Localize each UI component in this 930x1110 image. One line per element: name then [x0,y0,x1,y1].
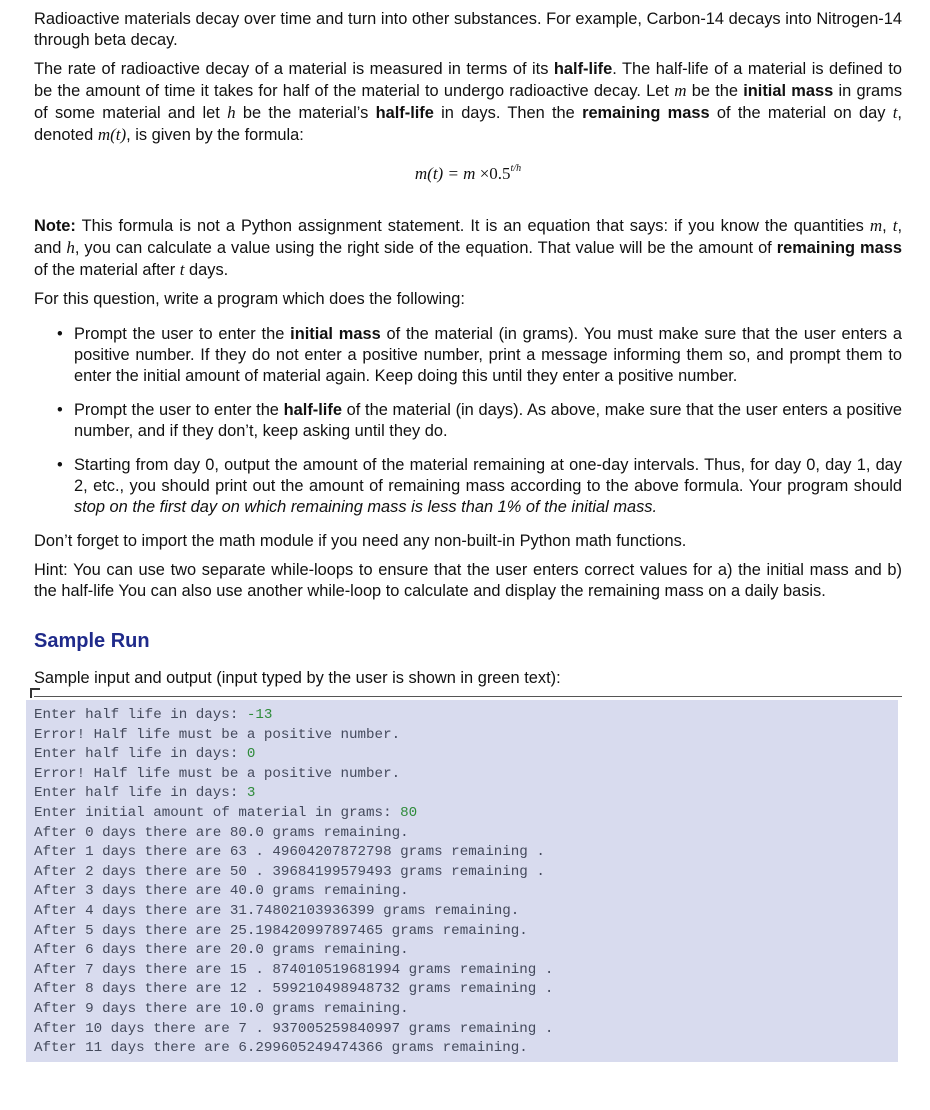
console-text: After 2 days there are 50 . 39684199579493 grams remaining . [34,863,545,880]
bullet-icon: • [57,401,63,419]
console-line [34,843,898,863]
console-line [34,784,898,804]
console-user-input: 80 [400,804,418,821]
console-line [34,824,898,844]
console-user-input: 3 [246,785,256,802]
console-text: After 5 days there are 25.198420997897465 grams remaining. [34,922,528,939]
divider [34,696,902,697]
console-line [34,1039,898,1059]
console-line [34,882,898,902]
list-item: • Prompt the user to enter the initial mass of the material (in grams). You must make sure that the user enters a positive number. If they do not enter a positive number, print a message informing them so, and prompt them to enter the initial amount of material again. Keep doing this until they enter a positive number. [57,325,903,385]
console-text: After 8 days there are 12 . 599210498948732 grams remaining . [34,981,554,998]
console-line [34,922,898,942]
console-text: Error! Half life must be a positive number. [34,765,401,782]
console-line [34,980,898,1000]
bullet-icon: • [57,325,63,343]
console-text: After 6 days there are 20.0 grams remaining. [34,942,409,959]
sample-run-heading: Sample Run [34,630,150,652]
console-user-input: 0 [246,746,256,763]
console-output [26,700,898,1062]
hint-paragraph: Hint: You can use two separate while-loops to ensure that the user enters correct values for a) the initial mass and b) the half-life You can also use another while-loop to calculate and display the remaining mass on a daily basis. [34,561,902,600]
console-line [34,726,898,746]
console-text: After 0 days there are 80.0 grams remaining. [34,824,409,841]
console-text: After 9 days there are 10.0 grams remaining. [34,1000,409,1017]
console-line [34,863,898,883]
console-user-input: -13 [246,707,273,723]
console-text: After 4 days there are 31.74802103936399 grams remaining. [34,902,520,919]
list-item: • Starting from day 0, output the amount of the material remaining at one-day intervals. Thus, for day 0, day 1, day 2, etc., you should print out the amount of remaining mass according to the above formula. Your program should stop on the first day on which remaining mass is less than 1% of the initial mass. [57,456,902,516]
console-line [34,1000,898,1020]
sample-caption: Sample input and output (input typed by the user is shown in green text): [34,669,561,687]
console-text: Enter half life in days: [34,746,247,763]
console-line [34,941,898,961]
task-intro: For this question, write a program which does the following: [34,290,465,308]
requirements-list [34,324,902,518]
list-item: • Prompt the user to enter the half-life of the material (in days). As above, make sure that the user enters a positive number, and if they don’t, keep asking until they do. [57,401,903,440]
console-text: Enter initial amount of material in grams: [34,804,401,821]
intro-paragraph: Radioactive materials decay over time and turn into other substances. For example, Carbon-14 decays into Nitrogen-14 through beta decay. [34,10,902,49]
decay-formula: $m(t) = m \times 0.5^{t/h}$ [414,163,522,183]
console-text: After 1 days there are 63 . 49604207872798 grams remaining . [34,844,545,861]
console-text: Enter half life in days: [34,785,247,802]
console-line [34,804,898,824]
console-line [34,902,898,922]
console-text: Error! Half life must be a positive number. [34,726,401,743]
console-line [34,1020,898,1040]
console-line [34,961,898,981]
console-line [34,765,898,785]
half-life-paragraph: The rate of radioactive decay of a material is measured in terms of its half-life. The half-life of a material is defined to be the amount of time it takes for half of the material to undergo radioactive decay. Let m be the initial mass in grams of some material and let h be the material’s half-life in days. Then the remaining mass of the material on day t, denoted m(t), is given by the formula: [34,60,903,144]
bullet-icon: • [57,456,63,474]
note-paragraph: Note: This formula is not a Python assignment statement. It is an equation that says: if you know the quantities m, t, and h, you can calculate a value using the right side of the equation. That value will be the amount of remaining mass of the material after t days. [34,216,902,279]
console-text: After 7 days there are 15 . 874010519681994 grams remaining . [34,961,554,978]
console-text: After 10 days there are 7 . 937005259840997 grams remaining . [34,1020,554,1037]
console-text: After 11 days there are 6.299605249474366 grams remaining. [34,1040,528,1057]
console-text: Enter half life in days: [34,707,247,723]
corner-mark-icon [30,688,32,698]
import-note: Don’t forget to import the math module if you need any non-built-in Python math functions. [34,532,687,550]
console-line [34,706,898,726]
console-line [34,745,898,765]
console-text: After 3 days there are 40.0 grams remaining. [34,883,409,900]
